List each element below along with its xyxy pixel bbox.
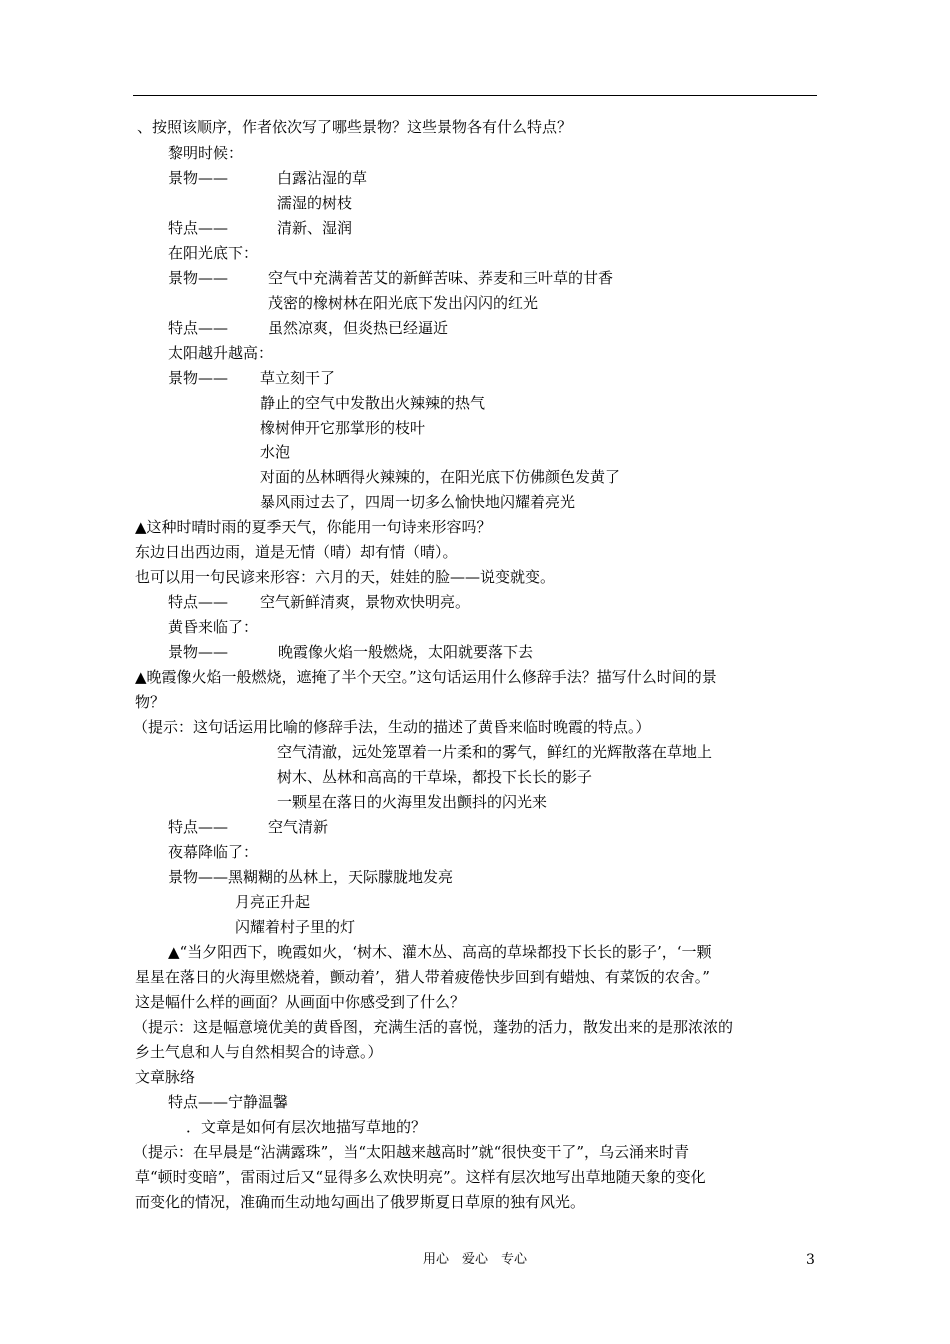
text-line: 夜幕降临了：	[168, 843, 259, 861]
text-line: 月亮正升起	[235, 893, 311, 911]
text-line: 空气清澈，远处笼罩着一片柔和的雾气，鲜红的光辉散落在草地上	[277, 743, 713, 761]
text-line: 空气新鲜清爽，景物欢快明亮。	[260, 593, 471, 611]
text-line: （提示：在早晨是“沾满露珠”，当“太阳越来越高时”就“很快变干了”，乌云涌来时青	[133, 1143, 690, 1161]
text-line: 黎明时候：	[168, 144, 244, 162]
text-line: 乡土气息和人与自然相契合的诗意。）	[135, 1043, 383, 1061]
text-line: 物？	[135, 693, 166, 711]
text-line: 特点——	[168, 319, 229, 337]
text-line: 景物——	[168, 369, 229, 387]
text-line: 特点——	[168, 818, 229, 836]
text-line: 虽然凉爽，但炎热已经逼近	[268, 319, 449, 337]
text-line: 星星在落日的火海里燃烧着，颤动着’，猎人带着疲倦快步回到有蜡烛、有菜饭的农舍。”	[135, 968, 710, 986]
text-line: 这是幅什么样的画面？从画面中你感受到了什么？	[135, 993, 466, 1011]
text-line: 景物——	[168, 169, 229, 187]
text-line: ▲这种时晴时雨的夏季天气，你能用一句诗来形容吗？	[135, 518, 492, 536]
text-line: 也可以用一句民谚来形容：六月的天，娃娃的脸——说变就变。	[135, 568, 556, 586]
text-line: （提示：这是幅意境优美的黄昏图，充满生活的喜悦，蓬勃的活力，散发出来的是那浓浓的	[133, 1018, 734, 1036]
text-line: 在阳光底下：	[168, 244, 259, 262]
text-line: 草立刻干了	[260, 369, 336, 387]
text-line: 濡湿的树枝	[277, 194, 353, 212]
text-line: 景物——黑糊糊的丛林上，天际朦胧地发亮	[168, 868, 454, 886]
text-line: 茂密的橡树林在阳光底下发出闪闪的红光	[268, 294, 539, 312]
text-line: 闪耀着村子里的灯	[235, 918, 356, 936]
text-line: 而变化的情况，准确而生动地勾画出了俄罗斯夏日草原的独有风光。	[135, 1193, 586, 1211]
text-line: 树木、丛林和高高的干草垛，都投下长长的影子	[277, 768, 593, 786]
text-line: 景物——	[168, 269, 229, 287]
text-line: 文章脉络	[135, 1068, 196, 1086]
text-line: 橡树伸开它那掌形的枝叶	[260, 419, 426, 437]
page-number: 3	[806, 1252, 815, 1268]
text-line: 特点——	[168, 593, 229, 611]
text-line: 晚霞像火焰一般燃烧，太阳就要落下去	[278, 643, 534, 661]
text-line: 一颗星在落日的火海里发出颤抖的闪光来	[277, 793, 548, 811]
text-line: 东边日出西边雨，道是无情（晴）却有情（晴）。	[135, 543, 458, 561]
text-line: 空气清新	[268, 818, 329, 836]
page-footer: 用心 爱心 专心	[422, 1252, 527, 1267]
text-line: 草“顿时变暗”，雷雨过后又“显得多么欢快明亮”。这样有层次地写出草地随天象的变化	[135, 1168, 706, 1186]
text-line: 暴风雨过去了，四周一切多么愉快地闪耀着亮光	[260, 493, 576, 511]
text-line: 清新、湿润	[277, 219, 353, 237]
text-line: 对面的丛林晒得火辣辣的，在阳光底下仿佛颜色发黄了	[260, 468, 621, 486]
text-line: ．文章是如何有层次地描写草地的？	[186, 1118, 427, 1136]
text-line: 水泡	[260, 443, 291, 461]
text-line: ▲晚霞像火焰一般燃烧，遮掩了半个天空。”这句话运用什么修辞手法？描写什么时间的景	[135, 668, 717, 686]
text-line: 景物——	[168, 643, 229, 661]
header-rule	[133, 95, 817, 96]
text-line: 黄昏来临了：	[168, 618, 259, 636]
text-line: 特点——宁静温馨	[168, 1093, 289, 1111]
text-line: ▲“当夕阳西下，晚霞如火，‘树木、灌木丛、高高的草垛都投下长长的影子’，‘一颗	[168, 943, 712, 961]
text-line: 特点——	[168, 219, 229, 237]
text-line: 白露沾湿的草	[277, 169, 368, 187]
text-line: 、按照该顺序，作者依次写了哪些景物？这些景物各有什么特点？	[137, 118, 573, 136]
text-line: （提示：这句话运用比喻的修辞手法，生动的描述了黄昏来临时晚霞的特点。）	[133, 718, 651, 736]
text-line: 太阳越升越高：	[168, 344, 274, 362]
text-line: 静止的空气中发散出火辣辣的热气	[260, 394, 486, 412]
text-line: 空气中充满着苦艾的新鲜苦味、荞麦和三叶草的甘香	[268, 269, 614, 287]
